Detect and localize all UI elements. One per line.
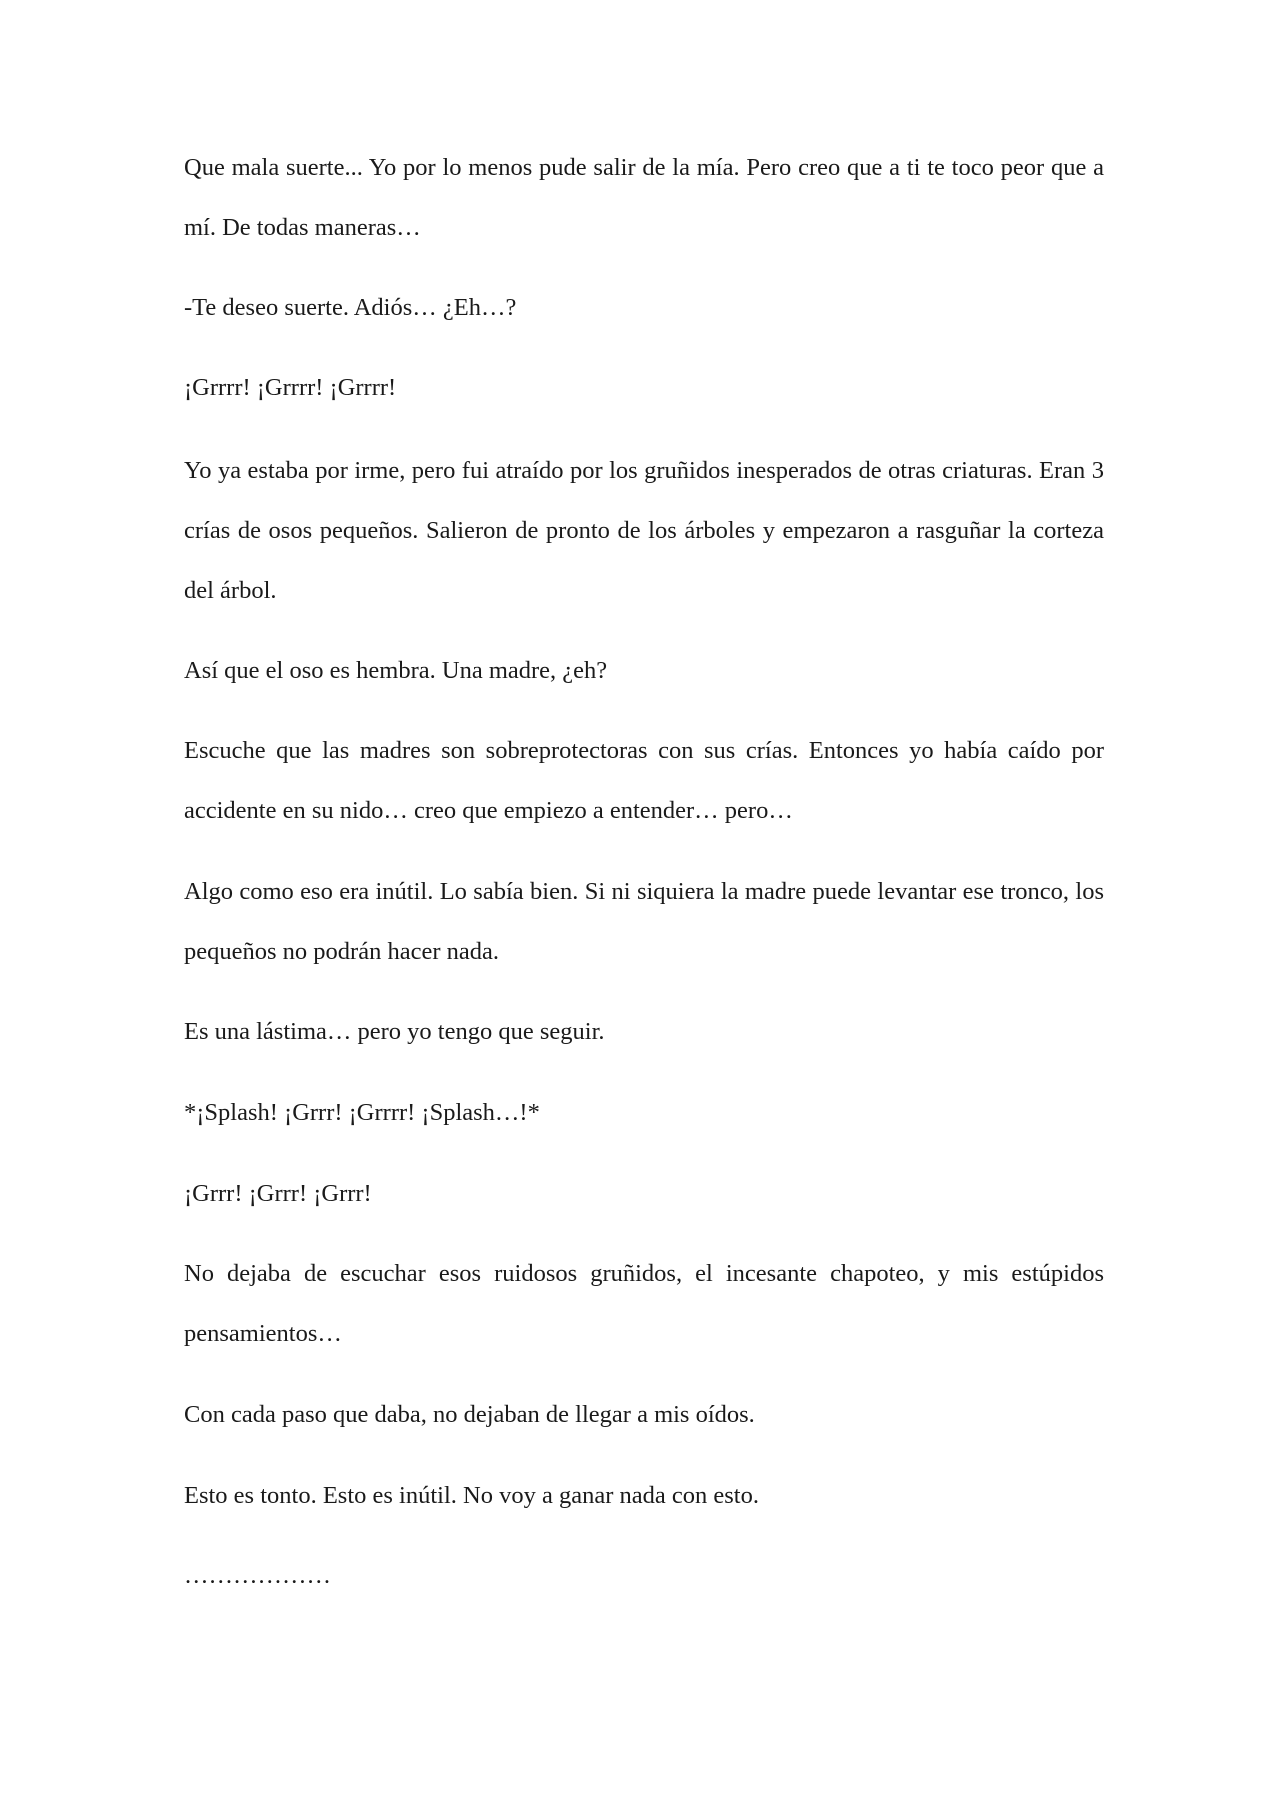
paragraph-13: Esto es tonto. Esto es inútil. No voy a ganar nada con esto. — [184, 1482, 759, 1509]
paragraph-1: Que mala suerte... Yo por lo menos pude salir de la mía. Pero creo que a ti te toco peor que a mí. De todas maneras… — [184, 154, 1104, 241]
paragraph-4: Yo ya estaba por irme, pero fui atraído por los gruñidos inesperados de otras criaturas. Eran 3 crías de osos pequeños. Salieron de pronto de los árboles y empezaron a rasguñar la corteza del árbol. — [184, 457, 1104, 604]
paragraph-10: ¡Grrr! ¡Grrr! ¡Grrr! — [184, 1180, 372, 1207]
paragraph-11: No dejaba de escuchar esos ruidosos gruñidos, el incesante chapoteo, y mis estúpidos pensamientos… — [184, 1260, 1104, 1347]
paragraph-7: Algo como eso era inútil. Lo sabía bien. Si ni siquiera la madre puede levantar ese tronco, los pequeños no podrán hacer nada. — [184, 878, 1104, 965]
paragraph-12: Con cada paso que daba, no dejaban de llegar a mis oídos. — [184, 1401, 755, 1428]
paragraph-6: Escuche que las madres son sobreprotectoras con sus crías. Entonces yo había caído por accidente en su nido… creo que empiezo a entender… pero… — [184, 737, 1104, 824]
paragraph-14-ellipsis: ……………… — [184, 1562, 331, 1589]
paragraph-2: -Te deseo suerte. Adiós… ¿Eh…? — [184, 294, 517, 321]
paragraph-3: ¡Grrrr! ¡Grrrr! ¡Grrrr! — [184, 374, 397, 401]
paragraph-5: Así que el oso es hembra. Una madre, ¿eh? — [184, 657, 608, 684]
paragraph-8: Es una lástima… pero yo tengo que seguir. — [184, 1018, 605, 1045]
paragraph-9: *¡Splash! ¡Grrr! ¡Grrrr! ¡Splash…!* — [184, 1099, 540, 1126]
